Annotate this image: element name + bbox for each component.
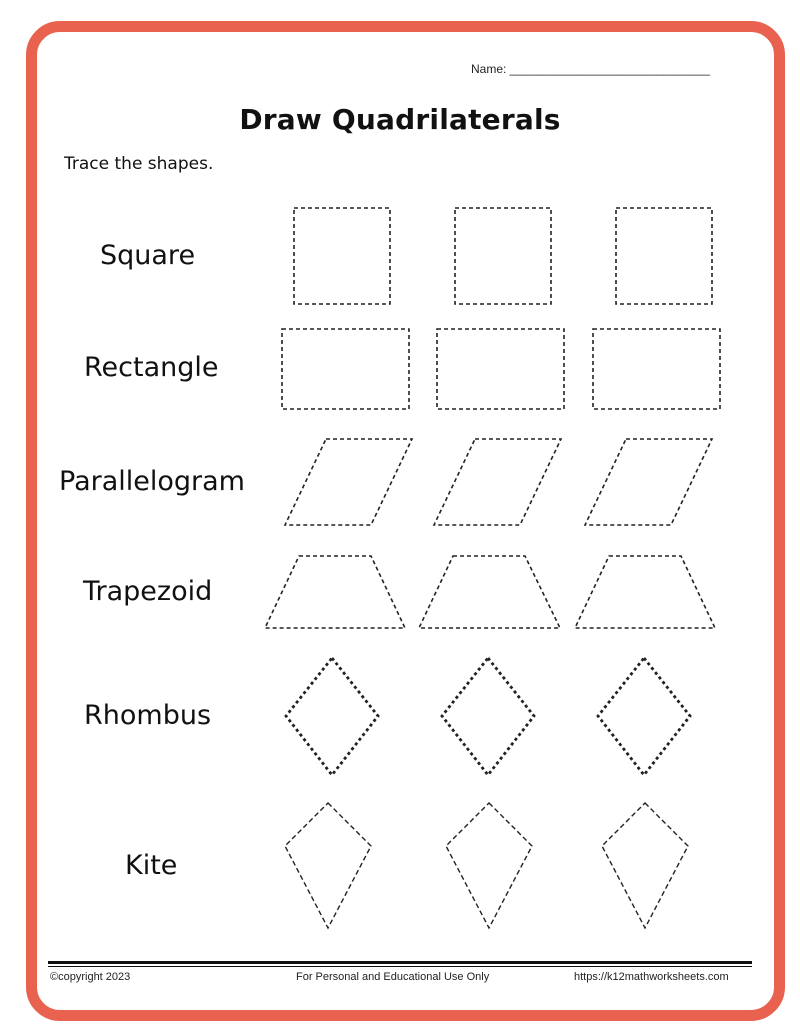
kite-shape-2[interactable]	[446, 803, 532, 928]
trapezoid-shape-1[interactable]	[265, 556, 405, 628]
rectangle-shape-1[interactable]	[282, 329, 409, 409]
rectangle-shape-2[interactable]	[437, 329, 564, 409]
rhombus-shape-3[interactable]	[598, 658, 690, 775]
label-rhombus: Rhombus	[84, 700, 212, 731]
footer-rule-thin	[48, 966, 752, 967]
footer-website-link[interactable]: https://k12mathworksheets.com	[574, 971, 729, 983]
parallelogram-shape-1[interactable]	[285, 439, 412, 525]
footer-rule-thick	[48, 961, 752, 964]
square-shape-2[interactable]	[455, 208, 551, 304]
parallelogram-shape-2[interactable]	[434, 439, 561, 525]
rhombus-shape-2[interactable]	[442, 658, 534, 775]
instructions: Trace the shapes.	[64, 154, 214, 174]
label-square: Square	[100, 240, 196, 271]
trapezoid-shape-3[interactable]	[575, 556, 715, 628]
rhombus-shape-1[interactable]	[286, 658, 378, 775]
name-field[interactable]: Name: ______________________________	[471, 62, 710, 76]
parallelogram-shape-3[interactable]	[585, 439, 712, 525]
label-parallelogram: Parallelogram	[59, 466, 245, 497]
kite-shape-1[interactable]	[285, 803, 371, 928]
footer-copyright: ©copyright 2023	[50, 971, 131, 983]
trapezoid-shape-2[interactable]	[419, 556, 560, 628]
label-kite: Kite	[125, 850, 178, 881]
label-trapezoid: Trapezoid	[83, 576, 213, 607]
footer-usage-note: For Personal and Educational Use Only	[296, 971, 490, 983]
kite-shape-3[interactable]	[602, 803, 688, 928]
rectangle-shape-3[interactable]	[593, 329, 720, 409]
label-rectangle: Rectangle	[84, 352, 219, 383]
page-title: Draw Quadrilaterals	[239, 103, 561, 136]
square-shape-3[interactable]	[616, 208, 712, 304]
square-shape-1[interactable]	[294, 208, 390, 304]
